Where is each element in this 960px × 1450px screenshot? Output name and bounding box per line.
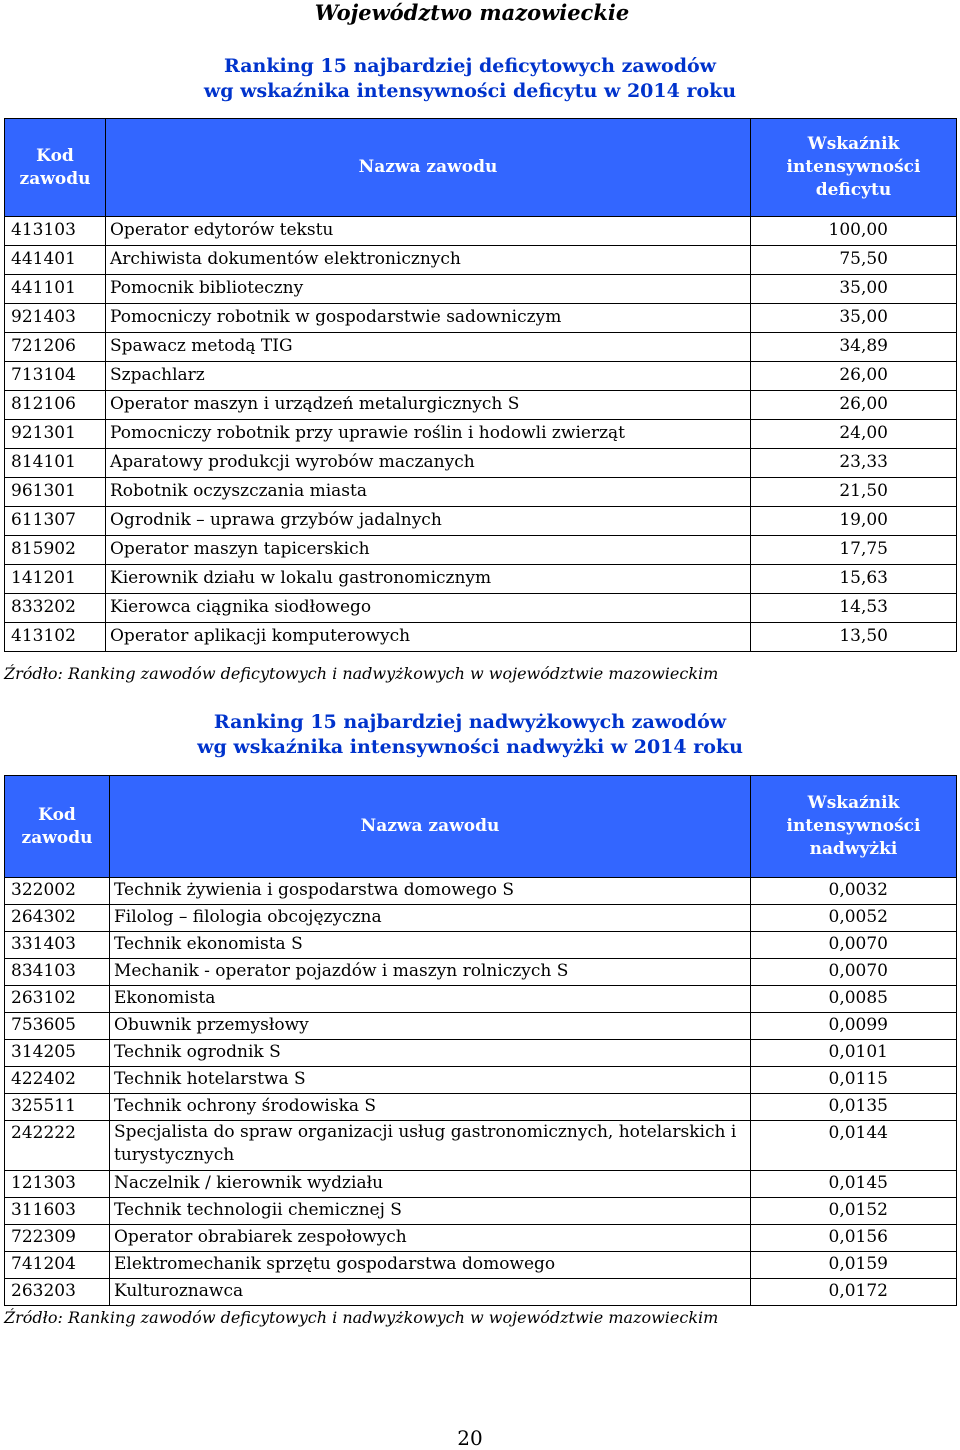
occupation-code: 242222: [5, 1121, 110, 1171]
occupation-name: Mechanik - operator pojazdów i maszyn rolniczych S: [110, 959, 751, 986]
surplus-ranking-title: [0, 710, 940, 760]
surplus-title-line2: wg wskaźnika intensywności nadwyżki w 2014 roku: [197, 736, 743, 758]
table-row: [5, 594, 957, 623]
table-row: [5, 391, 957, 420]
table-row: [5, 623, 957, 652]
occupation-code: 264302: [5, 905, 110, 932]
occupation-name: Kulturoznawca: [110, 1279, 751, 1306]
occupation-code: 441401: [5, 246, 106, 275]
occupation-name: Operator obrabiarek zespołowych: [110, 1225, 751, 1252]
occupation-name: Obuwnik przemysłowy: [110, 1013, 751, 1040]
deficit-source-note: Źródło: Ranking zawodów deficytowych i nadwyżkowych w województwie mazowieckim: [4, 664, 719, 683]
page-number: 20: [457, 1426, 483, 1450]
table-row: [5, 304, 957, 333]
index-value: 35,00: [751, 304, 957, 333]
index-value: 0,0085: [751, 986, 957, 1013]
index-value: 24,00: [751, 420, 957, 449]
occupation-code: 413102: [5, 623, 106, 652]
occupation-code: 722309: [5, 1225, 110, 1252]
deficit-title-line1: Ranking 15 najbardziej deficytowych zawodów: [223, 55, 717, 77]
occupation-code: 961301: [5, 478, 106, 507]
occupation-code: 812106: [5, 391, 106, 420]
occupation-name: Operator aplikacji komputerowych: [106, 623, 751, 652]
table-row: [5, 217, 957, 246]
table-row: [5, 362, 957, 391]
occupation-name: Kierownik działu w lokalu gastronomicznym: [106, 565, 751, 594]
table-row: [5, 507, 957, 536]
surplus-title-line1: Ranking 15 najbardziej nadwyżkowych zawodów: [213, 711, 727, 733]
index-value: 15,63: [751, 565, 957, 594]
occupation-name: Robotnik oczyszczania miasta: [106, 478, 751, 507]
index-value: 26,00: [751, 391, 957, 420]
occupation-name: Pomocnik biblioteczny: [106, 275, 751, 304]
index-value: 14,53: [751, 594, 957, 623]
occupation-name: Operator maszyn i urządzeń metalurgicznych S: [106, 391, 751, 420]
header-code: Kod zawodu: [5, 776, 110, 878]
table-row: [5, 959, 957, 986]
occupation-code: 921403: [5, 304, 106, 333]
occupation-name: Operator maszyn tapicerskich: [106, 536, 751, 565]
occupation-code: 741204: [5, 1252, 110, 1279]
surplus-ranking-table: [4, 775, 957, 1306]
table-row: [5, 1225, 957, 1252]
deficit-ranking-title: [0, 54, 940, 104]
occupation-code: 422402: [5, 1067, 110, 1094]
index-value: 0,0145: [751, 1171, 957, 1198]
occupation-code: 325511: [5, 1094, 110, 1121]
table-row: [5, 1279, 957, 1306]
table-row: [5, 1040, 957, 1067]
occupation-code: 121303: [5, 1171, 110, 1198]
occupation-code: 713104: [5, 362, 106, 391]
occupation-code: 721206: [5, 333, 106, 362]
occupation-name: Pomocniczy robotnik w gospodarstwie sadowniczym: [106, 304, 751, 333]
index-value: 0,0032: [751, 878, 957, 905]
occupation-name: Technik hotelarstwa S: [110, 1067, 751, 1094]
header-index: Wskaźnik intensywności deficytu: [751, 119, 957, 217]
table-row: [5, 333, 957, 362]
table-row: [5, 878, 957, 905]
occupation-code: 331403: [5, 932, 110, 959]
occupation-name: Szpachlarz: [106, 362, 751, 391]
table-row: [5, 449, 957, 478]
index-value: 0,0172: [751, 1279, 957, 1306]
table-row: [5, 536, 957, 565]
surplus-table-header: [5, 776, 957, 878]
table-row: [5, 1121, 957, 1171]
occupation-code: 441101: [5, 275, 106, 304]
occupation-code: 263102: [5, 986, 110, 1013]
occupation-code: 141201: [5, 565, 106, 594]
header-code: Kod zawodu: [5, 119, 106, 217]
index-value: 75,50: [751, 246, 957, 275]
index-value: 23,33: [751, 449, 957, 478]
occupation-name: Technik ochrony środowiska S: [110, 1094, 751, 1121]
occupation-name: Specjalista do spraw organizacji usług gastronomicznych, hotelarskich i turystycznych: [110, 1121, 751, 1171]
occupation-name: Kierowca ciągnika siodłowego: [106, 594, 751, 623]
occupation-code: 834103: [5, 959, 110, 986]
table-row: [5, 932, 957, 959]
deficit-title-line2: wg wskaźnika intensywności deficytu w 2014 roku: [203, 80, 737, 102]
index-value: 34,89: [751, 333, 957, 362]
table-row: [5, 1198, 957, 1225]
index-value: 0,0144: [751, 1121, 957, 1171]
index-value: 13,50: [751, 623, 957, 652]
index-value: 100,00: [751, 217, 957, 246]
index-value: 26,00: [751, 362, 957, 391]
occupation-name: Elektromechanik sprzętu gospodarstwa domowego: [110, 1252, 751, 1279]
index-value: 0,0115: [751, 1067, 957, 1094]
page-title: Województwo mazowieckie: [314, 0, 630, 25]
occupation-name: Archiwista dokumentów elektronicznych: [106, 246, 751, 275]
table-row: [5, 986, 957, 1013]
header-name: Nazwa zawodu: [110, 776, 751, 878]
deficit-ranking-table: [4, 118, 957, 652]
header-name: Nazwa zawodu: [106, 119, 751, 217]
index-value: 21,50: [751, 478, 957, 507]
index-value: 19,00: [751, 507, 957, 536]
occupation-code: 815902: [5, 536, 106, 565]
index-value: 17,75: [751, 536, 957, 565]
index-value: 0,0070: [751, 959, 957, 986]
table-row: [5, 275, 957, 304]
occupation-code: 311603: [5, 1198, 110, 1225]
occupation-code: 833202: [5, 594, 106, 623]
index-value: 0,0152: [751, 1198, 957, 1225]
occupation-code: 814101: [5, 449, 106, 478]
table-row: [5, 1013, 957, 1040]
index-value: 0,0156: [751, 1225, 957, 1252]
index-value: 0,0135: [751, 1094, 957, 1121]
occupation-name: Spawacz metodą TIG: [106, 333, 751, 362]
header-index: Wskaźnik intensywności nadwyżki: [751, 776, 957, 878]
table-row: [5, 246, 957, 275]
occupation-name: Pomocniczy robotnik przy uprawie roślin i hodowli zwierząt: [106, 420, 751, 449]
occupation-code: 921301: [5, 420, 106, 449]
occupation-name: Naczelnik / kierownik wydziału: [110, 1171, 751, 1198]
occupation-name: Ekonomista: [110, 986, 751, 1013]
table-row: [5, 1171, 957, 1198]
occupation-code: 611307: [5, 507, 106, 536]
table-row: [5, 565, 957, 594]
index-value: 0,0101: [751, 1040, 957, 1067]
occupation-code: 413103: [5, 217, 106, 246]
occupation-name: Technik ekonomista S: [110, 932, 751, 959]
occupation-name: Technik technologii chemicznej S: [110, 1198, 751, 1225]
occupation-name: Technik ogrodnik S: [110, 1040, 751, 1067]
occupation-name: Operator edytorów tekstu: [106, 217, 751, 246]
index-value: 0,0052: [751, 905, 957, 932]
table-row: [5, 905, 957, 932]
table-row: [5, 420, 957, 449]
occupation-name: Technik żywienia i gospodarstwa domowego S: [110, 878, 751, 905]
index-value: 35,00: [751, 275, 957, 304]
deficit-table-header: [5, 119, 957, 217]
index-value: 0,0099: [751, 1013, 957, 1040]
table-row: [5, 1094, 957, 1121]
occupation-code: 263203: [5, 1279, 110, 1306]
occupation-name: Aparatowy produkcji wyrobów maczanych: [106, 449, 751, 478]
table-row: [5, 1252, 957, 1279]
occupation-code: 322002: [5, 878, 110, 905]
table-row: [5, 1067, 957, 1094]
index-value: 0,0070: [751, 932, 957, 959]
occupation-name: Filolog – filologia obcojęzyczna: [110, 905, 751, 932]
surplus-source-note: Źródło: Ranking zawodów deficytowych i nadwyżkowych w województwie mazowieckim: [4, 1308, 719, 1327]
occupation-code: 753605: [5, 1013, 110, 1040]
occupation-name: Ogrodnik – uprawa grzybów jadalnych: [106, 507, 751, 536]
index-value: 0,0159: [751, 1252, 957, 1279]
table-row: [5, 478, 957, 507]
occupation-code: 314205: [5, 1040, 110, 1067]
